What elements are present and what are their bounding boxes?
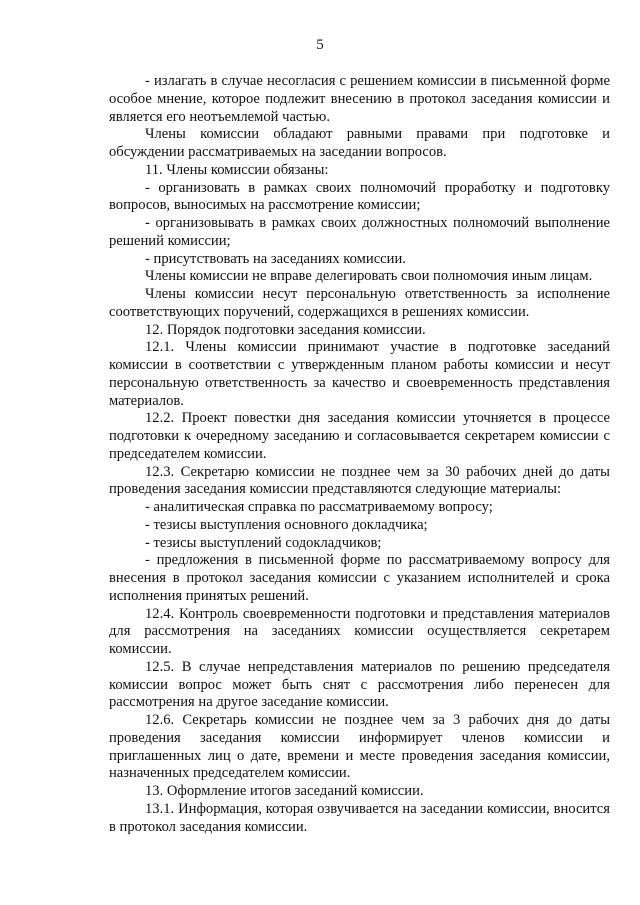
list-item-analytical-note: - аналитическая справка по рассматриваемому вопросу; (145, 499, 493, 515)
paragraph-section-12-heading: 12. Порядок подготовки заседания комиссии. (145, 321, 426, 338)
paragraph-12-1: 12.1. Члены комиссии принимают участие в подготовке заседаний комиссии в соответствии с утвержденным планом работы комиссии и несут персональную ответственность за качество и своевременность представления материалов. (109, 339, 610, 409)
list-item-organize-preparation: - организовать в рамках своих полномочий проработку и подготовку вопросов, выносимых на рассмотрение комиссии; (109, 179, 610, 214)
paragraph-no-delegation: Члены комиссии не вправе делегировать свои полномочия иным лицам. (145, 268, 593, 285)
paragraph-special-opinion: - излагать в случае несогласия с решением комиссии в письменной форме особое мнение, которое подлежит внесению в протокол заседания комиссии и является его неотъемлемой частью. (109, 73, 610, 125)
list-item-written-proposals: - предложения в письменной форме по рассматриваемому вопросу для внесения в протокол заседания комиссии с указанием исполнителей и срока исполнения принятых решений. (109, 552, 610, 604)
paragraph-12-5: 12.5. В случае непредставления материалов по решению председателя комиссии вопрос может быть снят с рассмотрения либо перенесен для рассмотрения на другое заседание комиссии. (109, 658, 610, 711)
paragraph-equal-rights: Члены комиссии обладают равными правами при подготовке и обсуждении рассматриваемых на заседании вопросов. (109, 126, 610, 160)
list-item-attend-meetings: - присутствовать на заседаниях комиссии. (145, 250, 406, 267)
list-item-co-speaker-theses: - тезисы выступлений содокладчиков; (145, 534, 382, 551)
paragraph-13-1: 13.1. Информация, которая озвучивается на заседании комиссии, вносится в протокол заседания комиссии. (109, 800, 610, 835)
list-item-main-speaker-theses: - тезисы выступления основного докладчика; (145, 516, 428, 533)
paragraph-12-4: 12.4. Контроль своевременности подготовки и представления материалов для рассмотрения на заседаниях комиссии осуществляется секретарем комиссии. (109, 605, 610, 657)
paragraph-12-2: 12.2. Проект повестки дня заседания комиссии уточняется в процессе подготовки к очередному заседанию и согласовывается секретарем комиссии с председателем комиссии. (109, 410, 610, 462)
page-number: 5 (316, 37, 324, 53)
paragraph-personal-responsibility: Члены комиссии несут персональную ответственность за исполнение соответствующих поручений, содержащихся в решениях комиссии. (109, 286, 610, 320)
document-body (109, 73, 610, 836)
paragraph-section-11-heading: 11. Члены комиссии обязаны: (145, 161, 329, 178)
list-item-organize-execution: - организовывать в рамках своих должностных полномочий выполнение решений комиссии; (109, 215, 610, 249)
paragraph-section-13-heading: 13. Оформление итогов заседаний комиссии. (145, 783, 424, 799)
paragraph-12-6: 12.6. Секретарь комиссии не позднее чем за 3 рабочих дня до даты проведения заседания комиссии информирует членов комиссии и приглашенных лиц о дате, времени и месте проведения заседания комиссии, назначенных председателем комиссии. (109, 712, 610, 782)
paragraph-12-3: 12.3. Секретарю комиссии не позднее чем за 30 рабочих дней до даты проведения заседания комиссии представляются следующие материалы: (109, 463, 610, 498)
